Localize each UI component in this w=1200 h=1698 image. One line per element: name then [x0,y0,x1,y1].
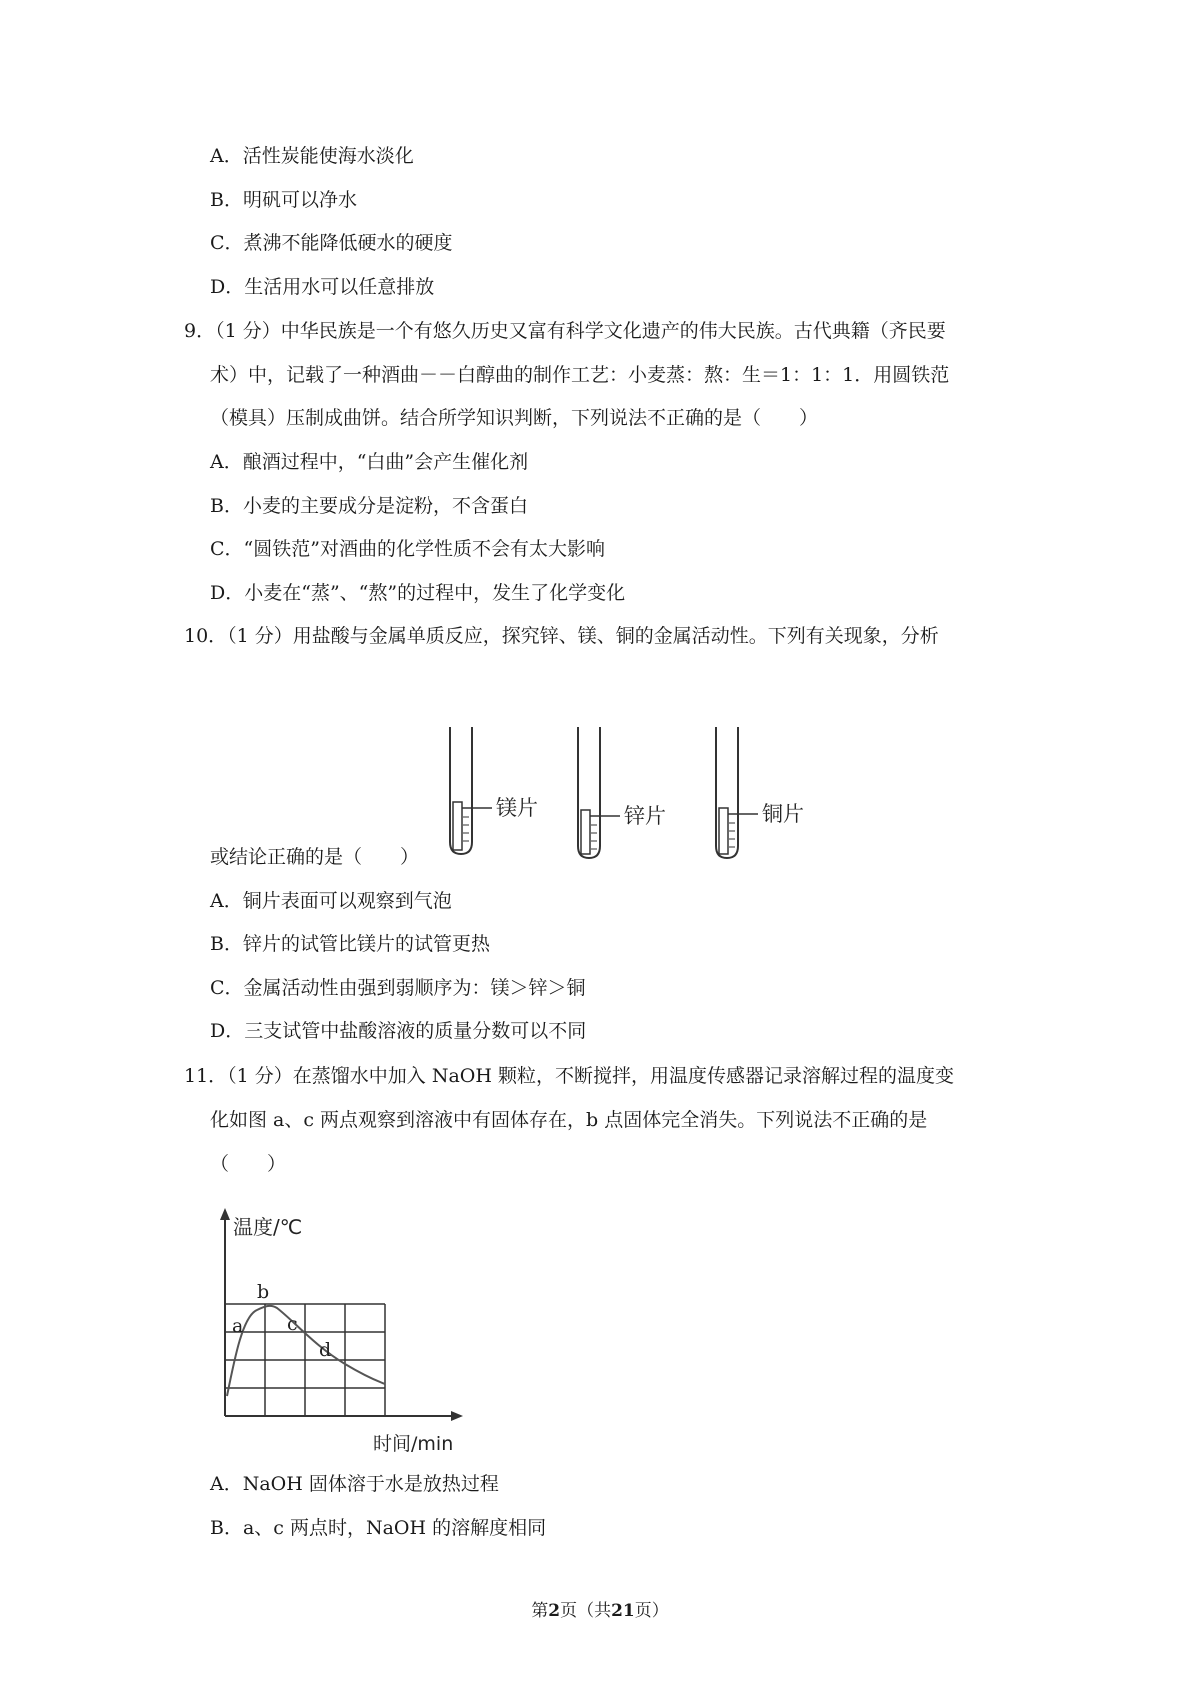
q10-option-d: D．三支试管中盐酸溶液的质量分数可以不同 [210,1020,587,1042]
point-label-c: c [287,1313,298,1335]
temperature-graph [205,1206,475,1456]
magnesium-strip [453,802,462,850]
q10-option-c: C．金属活动性由强到弱顺序为：镁＞锌＞铜 [210,977,586,999]
q11-stem-line-1: 11．（1 分）在蒸馏水中加入 NaOH 颗粒，不断搅拌，用温度传感器记录溶解过程的温度变 [184,1065,954,1087]
x-axis-arrow [451,1411,463,1421]
q10-option-b: B．锌片的试管比镁片的试管更热 [210,933,490,955]
footer-page-number: 2 [548,1601,561,1621]
q9-stem-line-1: 9．（1 分）中华民族是一个有悠久历史又富有科学文化遗产的伟大民族。古代典籍（齐民要 [184,320,946,342]
tube-label-copper: 铜片 [762,802,804,826]
grid-lines [225,1304,385,1416]
q9-option-a: A．酿酒过程中，“白曲”会产生催化剂 [210,451,529,473]
y-axis-label: 温度/℃ [233,1215,303,1239]
point-label-b: b [257,1281,270,1303]
temperature-curve [227,1306,385,1396]
tube-label-magnesium: 镁片 [496,796,538,820]
q9-option-d: D．小麦在“蒸”、“熬”的过程中，发生了化学变化 [210,582,626,604]
q11-option-a: A．NaOH 固体溶于水是放热过程 [210,1473,499,1495]
y-axis-arrow [220,1208,230,1220]
q11-option-b: B．a、c 两点时，NaOH 的溶解度相同 [210,1517,547,1539]
page-footer [0,1596,1200,1621]
q11-stem-line-2: 化如图 a、c 两点观察到溶液中有固体存在，b 点固体完全消失。下列说法不正确的是 [210,1109,928,1131]
zinc-strip [581,810,590,854]
q10-stem-continued: 或结论正确的是（ ） [210,846,420,868]
point-label-d: d [319,1339,332,1361]
footer-suffix: 页） [634,1601,669,1621]
q11-stem-line-3: （ ） [210,1153,287,1175]
footer-prefix: 第 [531,1601,549,1621]
q8-option-c: C．煮沸不能降低硬水的硬度 [210,232,453,254]
q10-stem: 10．（1 分）用盐酸与金属单质反应，探究锌、镁、铜的金属活动性。下列有关现象，分析 [184,625,939,647]
tube-label-zinc: 锌片 [624,804,666,828]
x-axis-label: 时间/min [373,1433,454,1455]
point-label-a: a [232,1315,244,1337]
q8-option-a: A．活性炭能使海水淡化 [210,145,414,167]
q9-option-c: C．“圆铁范”对酒曲的化学性质不会有太大影响 [210,538,605,560]
q9-stem-line-3: （模具）压制成曲饼。结合所学知识判断，下列说法不正确的是（ ） [210,407,819,429]
q8-option-d: D．生活用水可以任意排放 [210,276,435,298]
q10-option-a: A．铜片表面可以观察到气泡 [210,890,452,912]
footer-total-pages: 21 [611,1601,635,1621]
copper-strip [719,808,728,854]
test-tubes-figure [440,722,840,862]
q8-option-b: B．明矾可以净水 [210,189,357,211]
q9-stem-line-2: 术）中，记载了一种酒曲－－白醇曲的制作工艺：小麦蒸：熬：生＝1：1：1．用圆铁范 [210,364,950,386]
q9-option-b: B．小麦的主要成分是淀粉，不含蛋白 [210,495,528,517]
footer-middle: 页（共 [560,1601,612,1621]
